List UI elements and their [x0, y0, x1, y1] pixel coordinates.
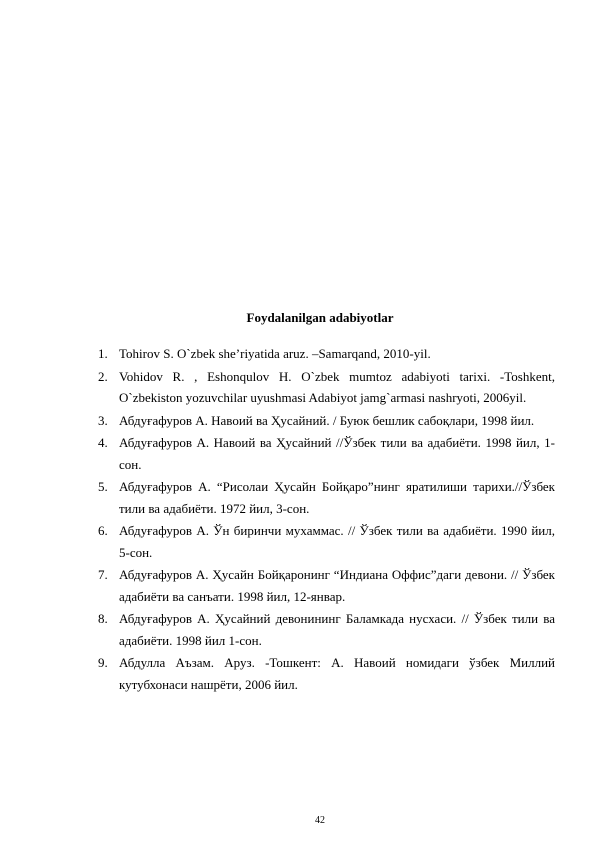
- reference-list: [98, 343, 555, 696]
- reference-item: [98, 476, 555, 519]
- reference-item: [98, 520, 555, 563]
- reference-number: 7.: [98, 567, 108, 582]
- reference-text: Абдулла Аъзам. Аруз. -Тошкент: А. Навоий номидаги ўзбек Миллий кутубхонаси нашрёти, 2006 йил.: [119, 655, 555, 692]
- reference-item: [98, 564, 555, 607]
- reference-item: [98, 410, 555, 432]
- reference-text: Абдуғафуров А. Навоий ва Ҳусайний. / Буюк бешлик сабоқлари, 1998 йил.: [119, 412, 535, 428]
- bibliography-title: Foydalanilgan adabiyotlar: [246, 310, 394, 325]
- page-number: 42: [315, 815, 325, 826]
- reference-text: Абдуғафуров А. Ҳусайний девонининг Баламкада нусхаси. // Ўзбек тили ва адабиёти. 1998 йил 1-сон.: [119, 611, 555, 648]
- reference-number: 5.: [98, 479, 108, 494]
- reference-number: 4.: [98, 435, 108, 450]
- reference-number: 8.: [98, 611, 108, 626]
- reference-item: [98, 608, 555, 651]
- reference-text: Абдуғафуров А. Навоий ва Ҳусайний //Ўзбек тили ва адабиёти. 1998 йил, 1-сон.: [119, 435, 555, 472]
- reference-item: [98, 652, 555, 695]
- reference-number: 3.: [98, 412, 108, 428]
- reference-number: 1.: [98, 346, 108, 361]
- reference-item: [98, 366, 555, 409]
- reference-number: 6.: [98, 523, 108, 538]
- reference-text: Абдуғафуров А. Ўн биринчи мухаммас. // Ўзбек тили ва адабиёти. 1990 йил, 5-сон.: [119, 523, 555, 560]
- reference-text: Абдуғафуров А. Ҳусайн Бойқаронинг “Индиана Оффис”даги девони. // Ўзбек адабиёти ва санъати. 1998 йил, 12-январ.: [119, 567, 555, 604]
- reference-text: Абдуғафуров А. “Рисолаи Ҳусайн Бойқаро”нинг яратилиши тарихи.//Ўзбек тили ва адабиёти. 1972 йил, 3-сон.: [119, 479, 555, 516]
- reference-text: Vohidov R. , Eshonqulov H. O`zbek mumtoz adabiyoti tarixi. -Toshkent, O`zbekiston yozuvchilar uyushmasi Adabiyot jamg`armasi nashryoti, 2006yil.: [119, 368, 555, 405]
- reference-number: 2.: [98, 368, 108, 384]
- reference-item: [98, 343, 555, 365]
- reference-text: Tohirov S. O`zbek she’riyatida aruz. –Samarqand, 2010-yil.: [119, 346, 431, 361]
- reference-number: 9.: [98, 655, 108, 670]
- reference-item: [98, 432, 555, 475]
